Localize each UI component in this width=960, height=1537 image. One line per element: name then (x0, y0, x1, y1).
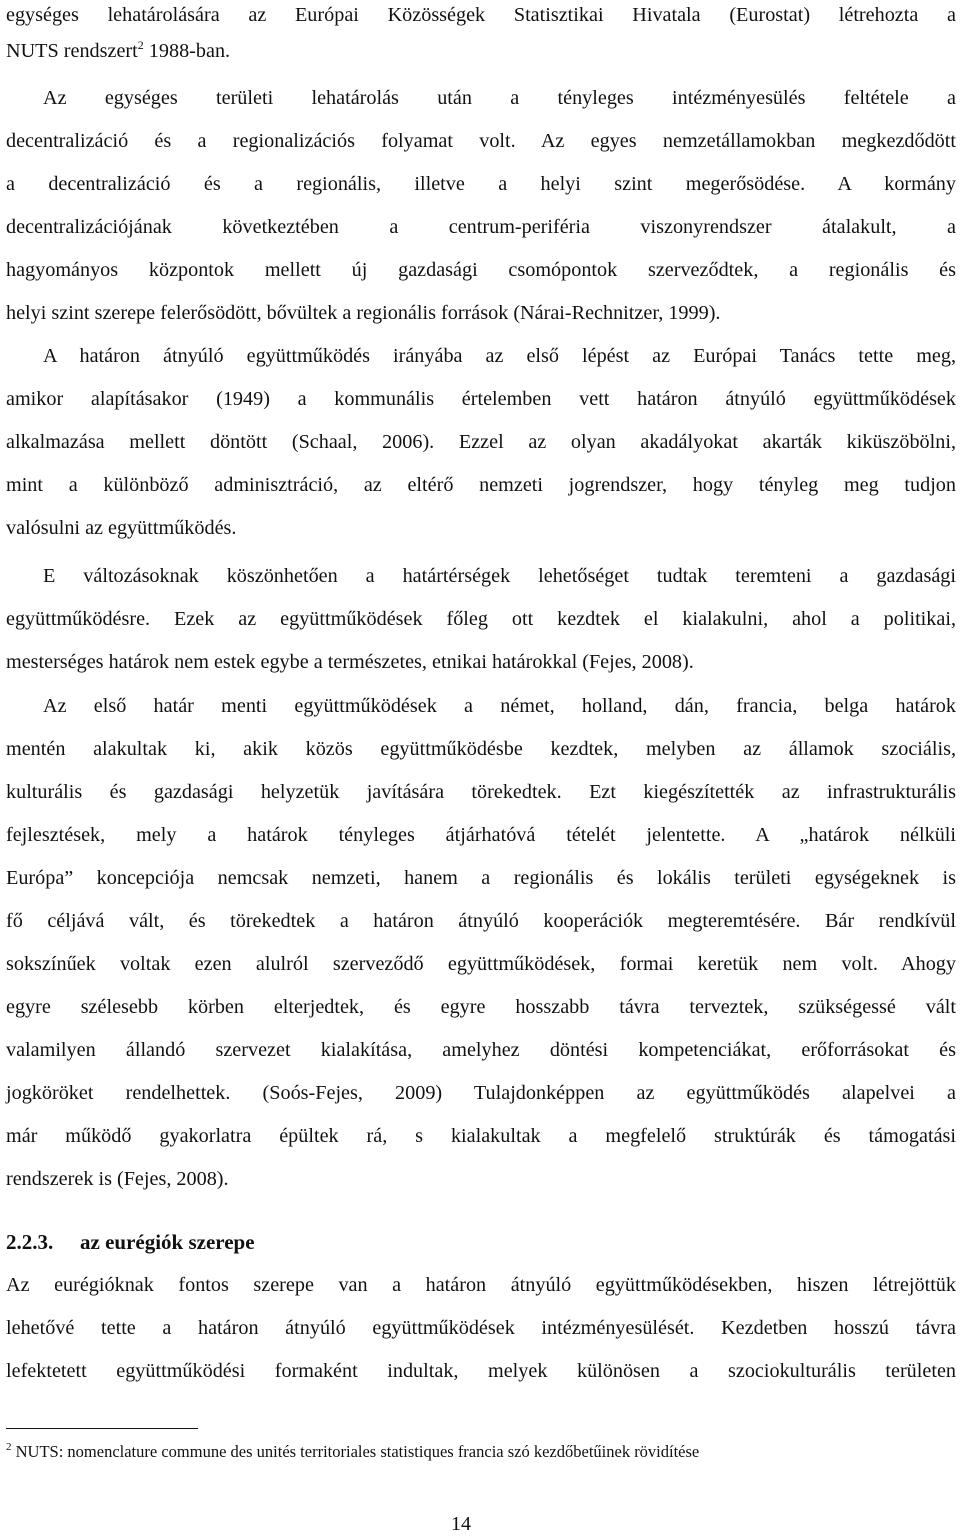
footnote-marker: 2 (6, 1441, 12, 1453)
paragraph-line: alkalmazása mellett döntött (Schaal, 2006). Ezzel az olyan akadályokat akarták kiküszöbölni, (6, 431, 956, 453)
paragraph-line: lefektetett együttműködési formaként indultak, melyek különösen a szociokulturális területen (6, 1360, 956, 1382)
paragraph-line (6, 36, 230, 66)
paragraph-line: jogköröket rendelhettek. (Soós-Fejes, 2009) Tulajdonképpen az együttműködés alapelvei a (6, 1082, 956, 1104)
text-run: 1988-ban. (143, 40, 231, 62)
paragraph-line: Az első határ menti együttműködések a német, holland, dán, francia, belga határok (43, 695, 956, 717)
paragraph-line: amikor alapításakor (1949) a kommunális értelemben vett határon átnyúló együttműködések (6, 388, 956, 410)
paragraph-line: sokszínűek voltak ezen alulról szerveződő együttműködések, formai keretük nem volt. Ahogy (6, 953, 956, 975)
paragraph-line: fő céljává vált, és törekedtek a határon átnyúló kooperációk megteremtésére. Bár rendkívül (6, 910, 956, 932)
paragraph-line: együttműködésre. Ezek az együttműködések főleg ott kezdtek el kialakulni, ahol a politikai, (6, 608, 956, 630)
section-heading (6, 1227, 255, 1257)
paragraph-line: valósulni az együttműködés. (6, 517, 237, 539)
paragraph-line: helyi szint szerepe felerősödött, bővültek a regionális források (Nárai-Rechnitzer, 1999). (6, 302, 721, 324)
paragraph-line: fejlesztések, mely a határok tényleges átjárhatóvá tételét jelentette. A „határok nélküli (6, 824, 956, 846)
paragraph-line: egyre szélesebb körben elterjedtek, és egyre hosszabb távra terveztek, szükségessé vált (6, 996, 956, 1018)
text-run: NUTS rendszert (6, 40, 138, 62)
paragraph-line: decentralizáció és a regionalizációs folyamat volt. Az egyes nemzetállamokban megkezdődött (6, 130, 956, 152)
footnote-text: NUTS: nomenclature commune des unités territoriales statistiques francia szó kezdőbetűinek rövidítése (11, 1442, 700, 1461)
paragraph-line: A határon átnyúló együttműködés irányába az első lépést az Európai Tanács tette meg, (43, 345, 956, 367)
paragraph-line: hagyományos központok mellett új gazdasági csomópontok szerveződtek, a regionális és (6, 259, 956, 281)
paragraph-line: lehetővé tette a határon átnyúló együttműködések intézményesülését. Kezdetben hosszú távra (6, 1317, 956, 1339)
paragraph-line: Az egységes területi lehatárolás után a tényleges intézményesülés feltétele a (43, 87, 956, 109)
paragraph-line: a decentralizáció és a regionális, illetve a helyi szint megerősödése. A kormány (6, 173, 956, 195)
paragraph-line: kulturális és gazdasági helyzetük javítására törekedtek. Ezt kiegészítették az infrastrukturális (6, 781, 956, 803)
paragraph-line: E változásoknak köszönhetően a határtérségek lehetőséget tudtak teremteni a gazdasági (43, 565, 956, 587)
paragraph-line: mesterséges határok nem estek egybe a természetes, etnikai határokkal (Fejes, 2008). (6, 651, 694, 673)
footnote-reference: 2 (137, 38, 144, 52)
section-title: az eurégiók szerepe (80, 1230, 255, 1254)
page-number: 14 (451, 1513, 471, 1535)
paragraph-line: egységes lehatárolására az Európai Közösségek Statisztikai Hivatala (Eurostat) létrehozta a (6, 4, 956, 26)
paragraph-line: mint a különböző adminisztráció, az eltérő nemzeti jogrendszer, hogy tényleg meg tudjon (6, 474, 956, 496)
paragraph-line: Európa” koncepciója nemcsak nemzeti, hanem a regionális és lokális területi egységeknek is (6, 867, 956, 889)
paragraph-line: Az eurégióknak fontos szerepe van a határon átnyúló együttműködésekben, hiszen létrejöttük (6, 1274, 956, 1296)
paragraph-line: már működő gyakorlatra épültek rá, s kialakultak a megfelelő struktúrák és támogatási (6, 1125, 956, 1147)
section-number: 2.2.3. (6, 1230, 54, 1254)
footnote-separator (6, 1428, 198, 1429)
paragraph-line: decentralizációjának következtében a centrum-periféria viszonyrendszer átalakult, a (6, 216, 956, 238)
paragraph-line: valamilyen állandó szervezet kialakítása, amelyhez döntési kompetenciákat, erőforrásokat és (6, 1039, 956, 1061)
paragraph-line: rendszerek is (Fejes, 2008). (6, 1168, 229, 1190)
footnote (6, 1440, 699, 1464)
paragraph-line: mentén alakultak ki, akik közös együttműködésbe kezdtek, melyben az államok szociális, (6, 738, 956, 760)
